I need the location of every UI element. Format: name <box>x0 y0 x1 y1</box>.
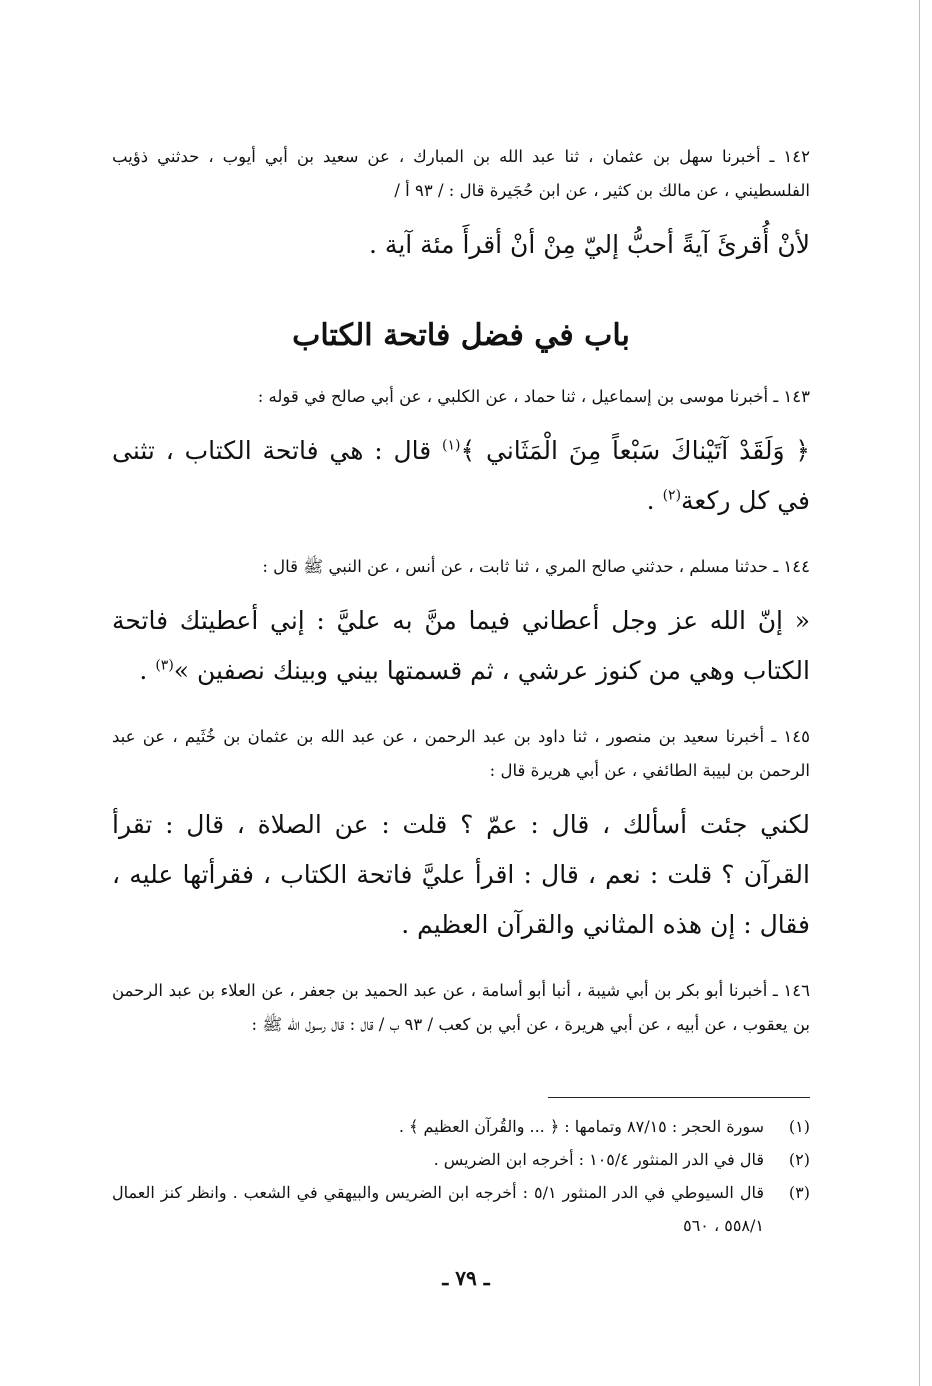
footnote-text: سورة الحجر : ٨٧/١٥ وتمامها : ﴿ ... والقُرآن العظيم ﴾ . <box>398 1117 764 1136</box>
footnote-1 <box>112 1110 810 1143</box>
matn-145: لكني جئت أسألك ، قال : عمّ ؟ قلت : عن الصلاة ، قال : تقرأ القرآن ؟ قلت : نعم ، قال : اقرأ عليَّ فاتحة الكتاب ، فقرأتها عليه ، فقال : إن هذه المثاني والقرآن العظيم . <box>112 810 810 939</box>
matn-144-end: . <box>139 656 156 685</box>
footnote-text: قال في الدر المنثور ١٠٥/٤ : أخرجه ابن الضريس . <box>433 1150 764 1169</box>
matn-143 <box>112 426 810 526</box>
chapter-heading: باب في فضل فاتحة الكتاب <box>292 318 630 353</box>
matn-143-text: قال : هي فاتحة الكتاب ، تثنى في كل ركعة <box>112 436 810 515</box>
footnote-ref-1[interactable]: (١) <box>442 437 461 454</box>
footnote-3 <box>112 1176 810 1242</box>
quran-verse: ﴿ وَلَقَدْ آتَيْناكَ سَبْعاً مِنَ الْمَثَاني ﴾ <box>460 436 811 465</box>
footnote-number: (١) <box>788 1117 810 1136</box>
matn-144 <box>112 596 810 696</box>
isnad-146: ١٤٦ ـ أخبرنا أبو بكر بن أبي شيبة ، أنبا أبو أسامة ، عن عبد الحميد بن جعفر ، عن العلاء بن عبد الرحمن بن يعقوب ، عن أبيه ، عن أبي هريرة ، عن أبي بن كعب / ٩٣ ب / قال : قال رسول الله ﷺ : <box>112 981 810 1034</box>
footnote-number: (٣) <box>788 1183 810 1202</box>
footnote-ref-2[interactable]: (٢) <box>662 487 682 504</box>
main-text <box>112 140 810 1042</box>
isnad-144: ١٤٤ ـ حدثنا مسلم ، حدثني صالح المري ، ثنا ثابت ، عن أنس ، عن النبي ﷺ قال : <box>262 557 810 576</box>
footnotes <box>112 1110 810 1242</box>
page-number: ـ ٧٩ ـ <box>442 1266 490 1290</box>
matn-144-text: « إنّ الله عز وجل أعطاني فيما منَّ به عليَّ : إني أعطيتك فاتحة الكتاب وهي من كنوز عرشي ، ثم قسمتها بيني وبينك نصفين » <box>112 606 810 685</box>
matn-143-end: . <box>646 486 663 515</box>
matn-142: لأنْ أُقرئَ آيةً أحبُّ إليّ مِنْ أنْ أقرأَ مئة آية . <box>369 230 810 259</box>
isnad-145: ١٤٥ ـ أخبرنا سعيد بن منصور ، ثنا داود بن عبد الرحمن ، عن عبد الله بن عثمان بن خُثَيم ، عن عبد الرحمن بن لبيبة الطائفي ، عن أبي هريرة قال : <box>112 727 810 780</box>
footnote-ref-3[interactable]: (٣) <box>155 657 174 674</box>
isnad-142: ١٤٢ ـ أخبرنا سهل بن عثمان ، ثنا عبد الله بن المبارك ، عن سعيد بن أبي أيوب ، حدثني ذؤيب الفلسطيني ، عن مالك بن كثير ، عن ابن حُجَيرة قال : / ٩٣ أ / <box>112 147 810 200</box>
footnote-divider <box>548 1097 810 1098</box>
footnote-2 <box>112 1143 810 1176</box>
page-edge-line <box>919 0 920 1386</box>
footnote-number: (٢) <box>788 1150 810 1169</box>
footnote-text: قال السيوطي في الدر المنثور ٥/١ : أخرجه ابن الضريس والبيهقي في الشعب . وانظر كنز العمال ٥٥٨/١ ، ٥٦٠ <box>112 1183 765 1235</box>
isnad-143: ١٤٣ ـ أخبرنا موسى بن إسماعيل ، ثنا حماد ، عن الكلبي ، عن أبي صالح في قوله : <box>257 387 810 406</box>
